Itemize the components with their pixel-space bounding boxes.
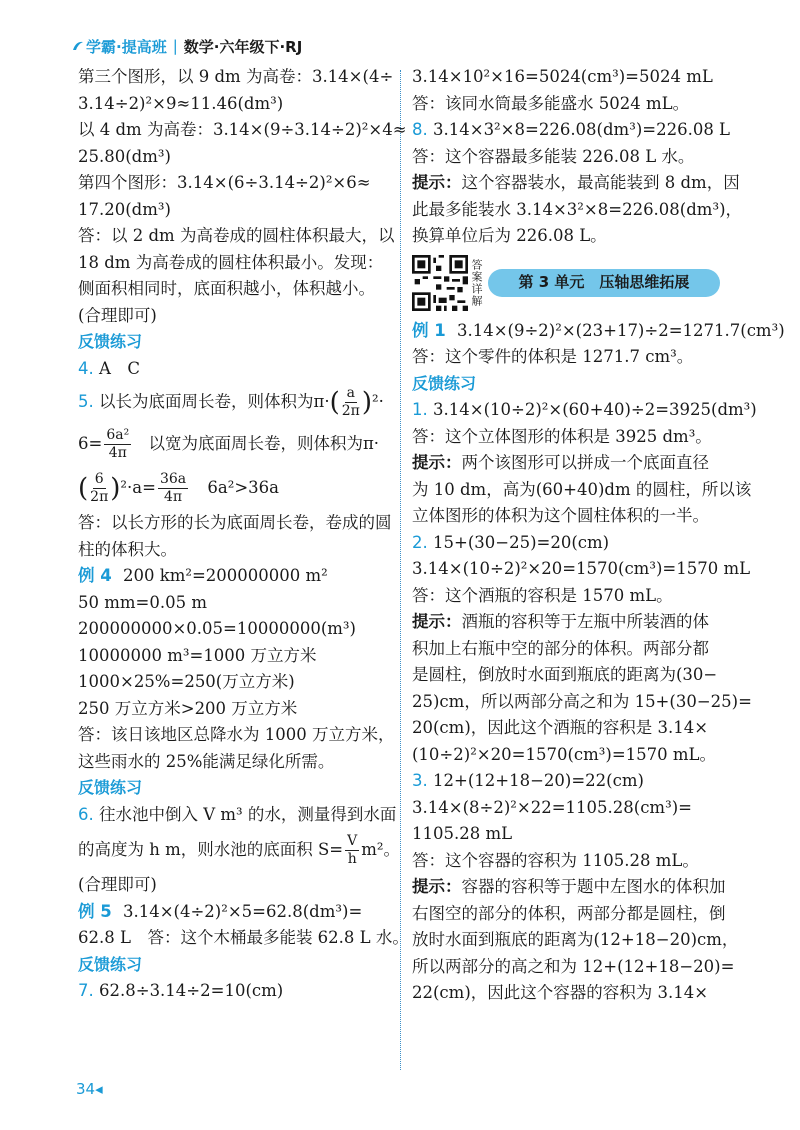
text-line: 18 dm 为高卷成的圆柱体积最小。发现： (78, 252, 384, 272)
text-line: (10÷2)²×20=1570(cm³)=1570 mL。 (412, 744, 716, 764)
text-line: 是圆柱，倒放时水面到瓶底的距离为(30− (412, 665, 718, 684)
answer-text: 以长为底面周长卷，则体积为π· (99, 392, 330, 411)
text-line: 3.14×3²×8=226.08(dm³)=226.08 L (433, 120, 731, 139)
brand-logo-icon (72, 40, 84, 52)
text-line: 放时水面到瓶底的距离为(12+18−20)cm， (412, 930, 739, 949)
text-line: 15+(30−25)=20(cm) (433, 532, 610, 552)
tip-label: 提示： (412, 612, 462, 631)
example-1 (412, 318, 785, 345)
answer-text: 6a²>36a (207, 478, 279, 497)
left-column (78, 64, 409, 1005)
text-line: 这些雨水的 25%能满足绿化所需。 (78, 751, 335, 771)
text-line: 换算单位后为 226.08 L。 (412, 226, 607, 245)
text-line: 答：这个零件的体积是 1271.7 cm³。 (412, 347, 694, 366)
answer-text: 以宽为底面周长卷，则体积为π· (148, 434, 380, 453)
text-line: 17.20(dm³) (78, 199, 171, 219)
fraction (345, 833, 359, 868)
text-line: 柱的体积大。 (78, 539, 177, 559)
text-line: 答：这个立体图形的体积是 3925 dm³。 (412, 426, 712, 446)
text-line: 为 10 dm，高为(60+40)dm 的圆柱，所以该 (412, 479, 752, 499)
denominator: 4π (108, 445, 127, 461)
header-divider: | (172, 37, 178, 55)
answer-text: A C (99, 358, 141, 378)
text-line: 往水池中倒入 V m³ 的水，测量得到水面 (99, 804, 397, 824)
text-line: 200 km²=200000000 m² (122, 566, 328, 585)
text-line: 62.8 L 答：这个木桶最多能装 62.8 L 水。 (78, 928, 409, 947)
text-line: 以 4 dm 为高卷：3.14×(9÷3.14÷2)²×4≈ (78, 120, 407, 139)
text-line: 3.14×(10÷2)²×20=1570(cm³)=1570 mL (412, 559, 751, 578)
text-line: 62.8÷3.14÷2=10(cm) (99, 981, 284, 1000)
section-heading: 反馈练习 (78, 778, 143, 797)
denominator: 2π (90, 489, 109, 505)
page-header (72, 34, 302, 58)
text-line: 答：该同水筒最多能盛水 5024 mL。 (412, 93, 690, 113)
fraction (342, 385, 360, 420)
fraction (104, 427, 131, 462)
unit-banner (412, 254, 720, 312)
text-line: 答：这个容器最多能装 226.08 L 水。 (412, 146, 695, 166)
example-label: 例 5 (78, 901, 112, 921)
question-number: 1. (412, 400, 428, 419)
paren: ( (78, 473, 89, 504)
text-line: 积加上右瓶中空的部分的体积。两部分都 (412, 638, 709, 658)
text-line: 50 mm=0.05 m (78, 592, 207, 612)
answer-text: 6= (78, 434, 103, 453)
answer-5-line-3 (78, 466, 390, 510)
text-line: 25)cm，所以两部分高之和为 15+(30−25)= (412, 691, 752, 711)
answer-text: ²· (372, 392, 384, 411)
question-number: 5. (78, 392, 94, 411)
text-line: 第三个图形，以 9 dm 为高卷：3.14×(4÷ (78, 67, 394, 86)
numerator: a (346, 385, 355, 401)
denominator: h (347, 851, 357, 867)
text-line: 1105.28 mL (412, 824, 513, 843)
text-line: 答：以 2 dm 为高卷成的圆柱体积最大，以 (78, 226, 395, 245)
question-number: 6. (78, 804, 94, 824)
answer-7 (78, 978, 390, 1005)
question-number: 7. (78, 981, 94, 1000)
fraction (158, 471, 188, 506)
question-number: 2. (412, 532, 428, 552)
denominator: 4π (163, 489, 183, 505)
text-line: 立体图形的体积为这个圆柱体积的一半。 (412, 506, 709, 525)
numerator: V (347, 833, 358, 849)
unit-title: 第 3 单元 压轴思维拓展 (488, 269, 720, 297)
text-line: 答：以长方形的长为底面周长卷，卷成的圆 (78, 513, 392, 532)
brand-name: 学霸·提高班 (86, 37, 167, 56)
text-line: 3.14×(8÷2)²×22=1105.28(cm³)= (412, 797, 692, 817)
answer-6-line-1 (78, 802, 397, 829)
answer-5-line-2 (78, 422, 390, 466)
text-line: 3.14×10²×16=5024(cm³)=5024 mL (412, 67, 713, 86)
text-line: 250 万立方米>200 万立方米 (78, 698, 298, 718)
answer-2 (412, 530, 720, 557)
example-4 (78, 563, 390, 590)
tip-line (412, 874, 726, 901)
numerator: 36a (159, 471, 187, 487)
paren: ) (361, 387, 373, 418)
answer-8 (412, 117, 731, 144)
text-line: m²。 (361, 840, 401, 859)
text-line: 25.80(dm³) (78, 146, 171, 166)
tip-text: 这个容器装水，最高能装到 8 dm，因 (461, 173, 740, 192)
qr-label: 答案详解 (470, 258, 483, 307)
paren: ( (329, 387, 340, 418)
answer-1 (412, 397, 757, 424)
column-divider (400, 70, 401, 1070)
text-line: 1000×25%=250(万立方米) (78, 672, 295, 691)
text-line: 所以两部分的高之和为 12+(12+18−20)= (412, 956, 735, 976)
answer-6-line-2 (78, 828, 401, 872)
answer-text: ²·a= (120, 478, 156, 497)
text-line: 200000000×0.05=10000000(m³) (78, 619, 356, 638)
tip-line (412, 170, 740, 197)
text-line: (合理即可) (78, 875, 157, 894)
qr-code-icon[interactable] (412, 255, 468, 311)
text-line: 3.14÷2)²×9≈11.46(dm³) (78, 93, 284, 113)
question-number: 3. (412, 771, 428, 790)
right-column (412, 64, 785, 1007)
text-line: 3.14×(9÷2)²×(23+17)÷2=1271.7(cm³) (456, 320, 785, 340)
text-line: (合理即可) (78, 305, 157, 325)
tip-label: 提示： (412, 877, 462, 896)
tip-text: 两个该图形可以拼成一个底面直径 (461, 453, 709, 472)
page-arrow-icon: ◂ (95, 1080, 103, 1098)
text-line: 20(cm)，因此这个酒瓶的容积是 3.14× (412, 718, 709, 737)
brand (72, 36, 167, 57)
tip-line (412, 609, 720, 636)
paren: ) (110, 473, 121, 504)
text-line: 第四个图形：3.14×(6÷3.14÷2)²×6≈ (78, 173, 371, 192)
tip-label: 提示： (412, 173, 462, 192)
page-number-value: 34 (76, 1080, 96, 1098)
example-label: 例 1 (412, 320, 446, 340)
fraction (90, 471, 108, 506)
tip-label: 提示： (412, 453, 462, 472)
tip-line (412, 450, 720, 477)
text-line: 的高度为 h m，则水池的底面积 S= (78, 840, 344, 859)
text-line: 3.14×(10÷2)²×(60+40)÷2=3925(dm³) (433, 400, 757, 419)
numerator: 6 (94, 471, 104, 487)
section-heading: 反馈练习 (78, 954, 143, 974)
numerator: 6a² (106, 427, 130, 443)
text-line: 12+(12+18−20)=22(cm) (433, 771, 644, 790)
text-line: 答：该日该地区总降水为 1000 万立方米， (78, 725, 395, 744)
text-line: 此最多能装水 3.14×3²×8=226.08(dm³)， (412, 199, 742, 219)
book-subject: 数学·六年级下·RJ (183, 37, 303, 56)
text-line: 答：这个容器的容积为 1105.28 mL。 (412, 850, 699, 870)
answer-5-line-1 (78, 382, 390, 422)
tip-text: 容器的容积等于题中左图水的体积加 (461, 877, 726, 896)
example-5 (78, 899, 390, 926)
question-number: 4. (78, 358, 94, 378)
text-line: 答：这个酒瓶的容积是 1570 mL。 (412, 585, 673, 605)
answer-4 (78, 356, 390, 383)
tip-text: 酒瓶的容积等于左瓶中所装酒的体 (461, 612, 709, 631)
text-line: 22(cm)，因此这个容器的容积为 3.14× (412, 983, 709, 1002)
question-number: 8. (412, 120, 428, 139)
text-line: 侧面积相同时，底面积越小，体积越小。 (78, 279, 375, 298)
section-heading: 反馈练习 (78, 332, 143, 351)
page-number (76, 1080, 103, 1098)
text-line: 右图空的部分的体积，两部分都是圆柱，倒 (412, 903, 726, 923)
text-line: 10000000 m³=1000 万立方米 (78, 645, 317, 665)
section-heading: 反馈练习 (412, 373, 477, 393)
text-line: 3.14×(4÷2)²×5=62.8(dm³)= (122, 901, 363, 921)
answer-3 (412, 768, 720, 795)
denominator: 2π (341, 403, 360, 419)
example-label: 例 4 (78, 566, 112, 585)
